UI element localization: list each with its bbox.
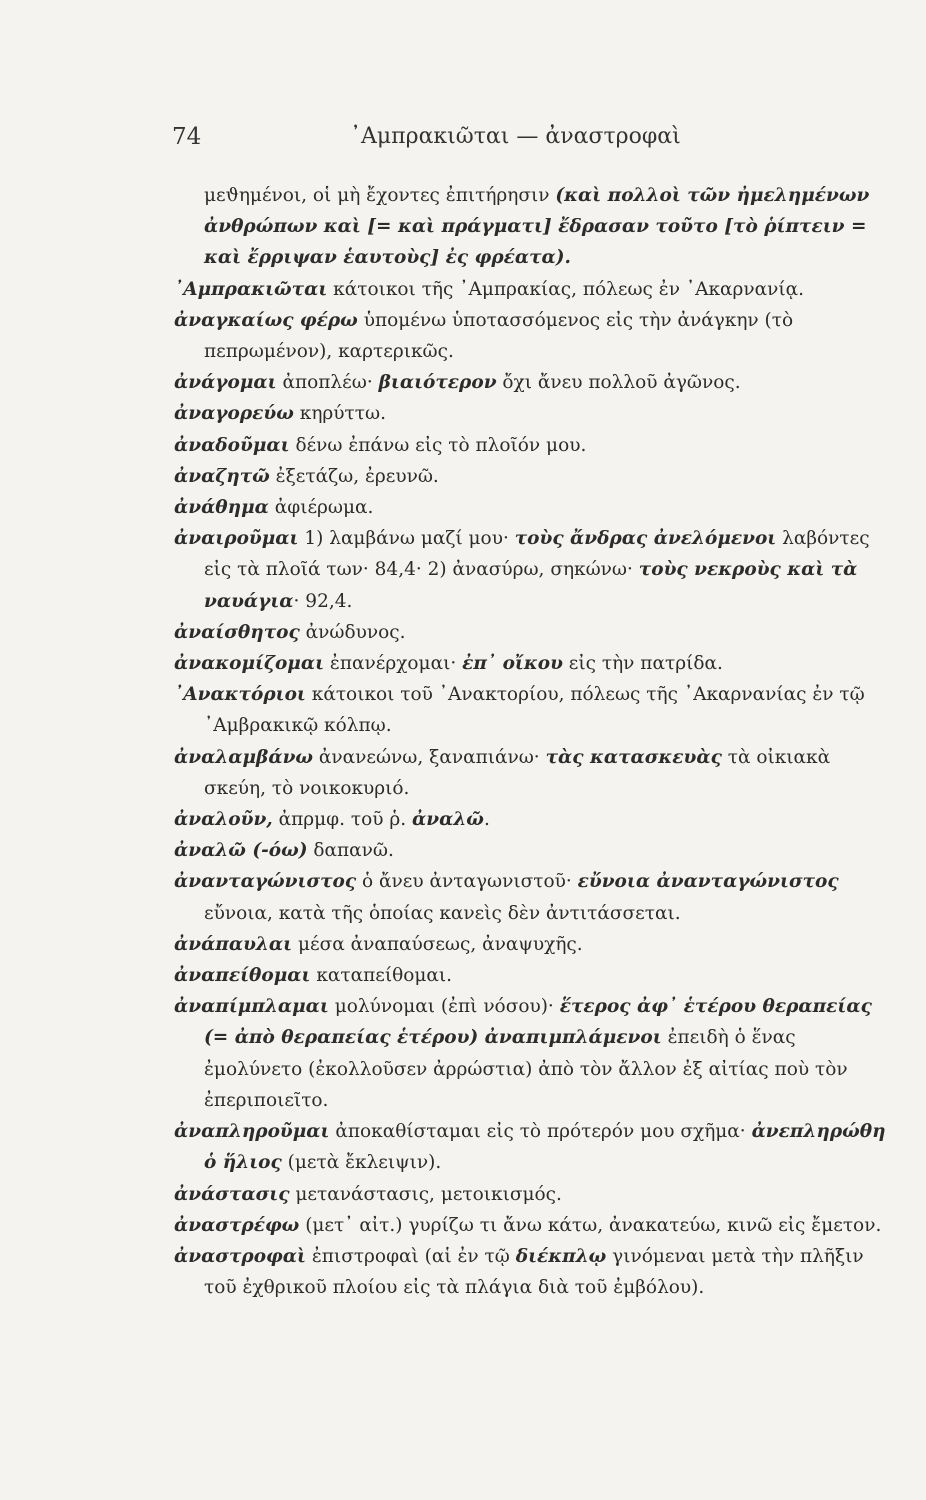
- entry-phrase: (καὶ πολλοὶ τῶν ἠμελημένων ἀνθρώπων καὶ [= καὶ πράγματι] ἔδρασαν τοῦτο [τὸ ῥίπτειν = καὶ ἔρριψαν ἑαυτοὺς] ἐς φρέατα).: [204, 185, 870, 269]
- entry-headword: ἀναστρέφω: [174, 1214, 300, 1236]
- entry-definition: · 92,4.: [293, 590, 353, 612]
- entry-definition: ἀποπλέω·: [276, 372, 379, 394]
- entry-definition: ἐπανέρχομαι·: [324, 653, 463, 675]
- entry-headword: ἀνακομίζομαι: [174, 653, 325, 675]
- dictionary-entry: [174, 960, 890, 991]
- entry-definition: κάτοικοι τοῦ ᾿Ανακτορίου, πόλεως τῆς ᾿Ακαρνανίας ἐν τῷ ᾿Αμβρακικῷ κόλπῳ.: [204, 684, 865, 737]
- entry-definition: μετανάστασις, μετοικισμός.: [289, 1183, 562, 1205]
- entry-definition: λαβόντες εἰς τὰ πλοῖά των· 84,4· 2) ἀνασύρω, σηκώνω·: [204, 528, 870, 581]
- entry-definition: ὁ ἄνευ ἀνταγωνιστοῦ·: [356, 871, 578, 893]
- entry-definition: εὔνοια, κατὰ τῆς ὁποίας κανεὶς δὲν ἀντιτάσσεται.: [204, 902, 681, 924]
- entry-headword: ἀνανταγώνιστος: [174, 871, 357, 893]
- entry-headword: ἀναγορεύω: [174, 403, 294, 425]
- dictionary-entry: [174, 929, 890, 960]
- entry-phrase: ἐπ᾿ οἴκου: [462, 653, 563, 675]
- entry-definition: ἐξετάζω, ἐρευνῶ.: [269, 465, 439, 487]
- dictionary-entry: [174, 398, 890, 429]
- entry-definition: μολύνομαι (ἐπὶ νόσου)·: [328, 996, 560, 1018]
- entry-headword: ἀναστροφαὶ: [174, 1245, 306, 1267]
- continued-entry: [174, 180, 890, 274]
- entry-definition: γινόμεναι μετὰ τὴν πλῆξιν τοῦ ἐχθρικοῦ πλοίου εἰς τὰ πλάγια διὰ τοῦ ἐμβόλου).: [204, 1245, 864, 1299]
- dictionary-entry: [174, 679, 890, 741]
- entry-phrase: ἀναλῶ: [412, 809, 484, 831]
- entry-definition: ἀνανεώνω, ξαναπιάνω·: [313, 746, 546, 768]
- entry-definition: κάτοικοι τῆς ᾿Αμπρακίας, πόλεως ἐν ᾿Ακαρνανίᾳ.: [327, 278, 804, 300]
- dictionary-entry: [174, 804, 890, 835]
- entry-definition: (μετὰ ἔκλειψιν).: [281, 1152, 442, 1174]
- dictionary-entry: [174, 648, 890, 679]
- entry-definition: ἀφιέρωμα.: [268, 497, 374, 519]
- entry-definition: ἀπρμφ. τοῦ ῥ.: [272, 809, 413, 831]
- running-head: ᾿Αμπρακιῶται — ἀναστροφαὶ: [350, 124, 681, 149]
- entry-phrase: ἕτερος ἀφ᾿ ἑτέρου θεραπείας (= ἀπὸ θεραπείας ἑτέρου) ἀναπιμπλάμενοι: [204, 996, 872, 1049]
- entry-definition: δένω ἐπάνω εἰς τὸ πλοῖόν μου.: [289, 434, 587, 456]
- entry-definition: ἐπειδὴ ὁ ἕνας ἐμολύνετο (ἐκολλοῦσεν ἀρρώστια) ἀπὸ τὸν ἄλλον ἐξ αἰτίας ποὺ τὸν ἐπεριποιεῖτο.: [204, 1027, 848, 1111]
- entry-headword: ἀναιροῦμαι: [174, 528, 299, 550]
- entry-phrase: τὰς κατασκευὰς: [545, 746, 722, 768]
- dictionary-entry: [174, 866, 890, 928]
- entry-definition: .: [483, 809, 490, 831]
- dictionary-entry: [174, 523, 890, 617]
- dictionary-entry: [174, 1241, 890, 1303]
- dictionary-entry: [174, 1116, 890, 1178]
- entry-headword: ἀναζητῶ: [174, 465, 270, 487]
- entry-headword: ἀναδοῦμαι: [174, 434, 290, 456]
- entry-definition: μεϑημένοι, οἱ μὴ ἔχοντες ἐπιτήρησιν: [204, 185, 556, 206]
- entry-phrase: βιαιότερον: [378, 372, 497, 394]
- page-number: 74: [172, 124, 202, 150]
- entry-headword: ἀναλαμβάνω: [174, 746, 314, 768]
- entry-headword: ἀναπληροῦμαι: [174, 1121, 330, 1143]
- dictionary-entry: [174, 742, 890, 804]
- entry-headword: ἀνάγομαι: [174, 372, 277, 394]
- entry-definition: ὑπομένω ὑποτασσόμενος εἰς τὴν ἀνάγκην (τὸ πεπρωμένον), καρτερικῶς.: [204, 309, 794, 363]
- entry-headword: ἀνάθημα: [174, 497, 269, 519]
- entry-definition: δαπανῶ.: [307, 840, 394, 862]
- dictionary-entry: [174, 835, 890, 866]
- entry-definition: (μετ᾿ αἰτ.) γυρίζω τι ἄνω κάτω, ἀνακατεύω, κινῶ εἰς ἔμετον.: [299, 1214, 882, 1236]
- entry-headword: ἀνάπαυλαι: [174, 933, 293, 955]
- entry-definition: μέσα ἀναπαύσεως, ἀναψυχῆς.: [292, 933, 583, 955]
- entry-phrase: ἀνεπληρώθη ὁ ἥλιος: [204, 1121, 886, 1174]
- entry-headword: ἀνάστασις: [174, 1183, 290, 1205]
- entry-definition: ἐπιστροφαὶ (αἱ ἐν τῷ: [305, 1245, 516, 1267]
- entry-definition: κηρύττω.: [293, 403, 386, 425]
- entry-headword: ᾿Αμπρακιῶται: [174, 278, 328, 300]
- dictionary-entry: [174, 1210, 890, 1241]
- dictionary-entry: [174, 492, 890, 523]
- entry-headword: ἀναγκαίως φέρω: [174, 309, 358, 331]
- entry-phrase: τοὺς νεκροὺς καὶ τὰ ναυάγια: [204, 559, 858, 612]
- dictionary-entry: [174, 991, 890, 1116]
- entry-definition: εἰς τὴν πατρίδα.: [562, 653, 723, 675]
- entry-phrase: διέκπλῳ: [515, 1245, 607, 1267]
- entry-definition: ἀποκαθίσταμαι εἰς τὸ πρότερόν μου σχῆμα·: [329, 1121, 752, 1143]
- entry-headword: ᾿Ανακτόριοι: [174, 684, 306, 706]
- entry-definition: 1) λαμβάνω μαζί μου·: [298, 528, 515, 550]
- dictionary-entry: [174, 367, 890, 398]
- entry-phrase: εὔνοια ἀνανταγώνιστος: [577, 871, 839, 893]
- dictionary-entry: [174, 274, 890, 305]
- dictionary-entries: [174, 180, 890, 1303]
- entry-headword: ἀναίσθητος: [174, 621, 300, 643]
- dictionary-entry: [174, 305, 890, 367]
- entry-headword: ἀναπίμπλαμαι: [174, 996, 329, 1018]
- dictionary-entry: [174, 617, 890, 648]
- dictionary-entry: [174, 461, 890, 492]
- entry-definition: ὄχι ἄνευ πολλοῦ ἀγῶνος.: [496, 372, 741, 394]
- entry-definition: ἀνώδυνος.: [299, 621, 406, 643]
- entry-phrase: τοὺς ἄνδρας ἀνελόμενοι: [514, 528, 777, 550]
- entry-headword: ἀναλῶ (-όω): [174, 840, 308, 862]
- entry-definition: τὰ οἰκιακὰ σκεύη, τὸ νοικοκυριό.: [204, 746, 831, 799]
- dictionary-entry: [174, 430, 890, 461]
- entry-headword: ἀναλοῦν,: [174, 809, 273, 831]
- entry-headword: ἀναπείθομαι: [174, 965, 311, 987]
- entry-definition: καταπείθομαι.: [310, 965, 453, 987]
- dictionary-entry: [174, 1179, 890, 1210]
